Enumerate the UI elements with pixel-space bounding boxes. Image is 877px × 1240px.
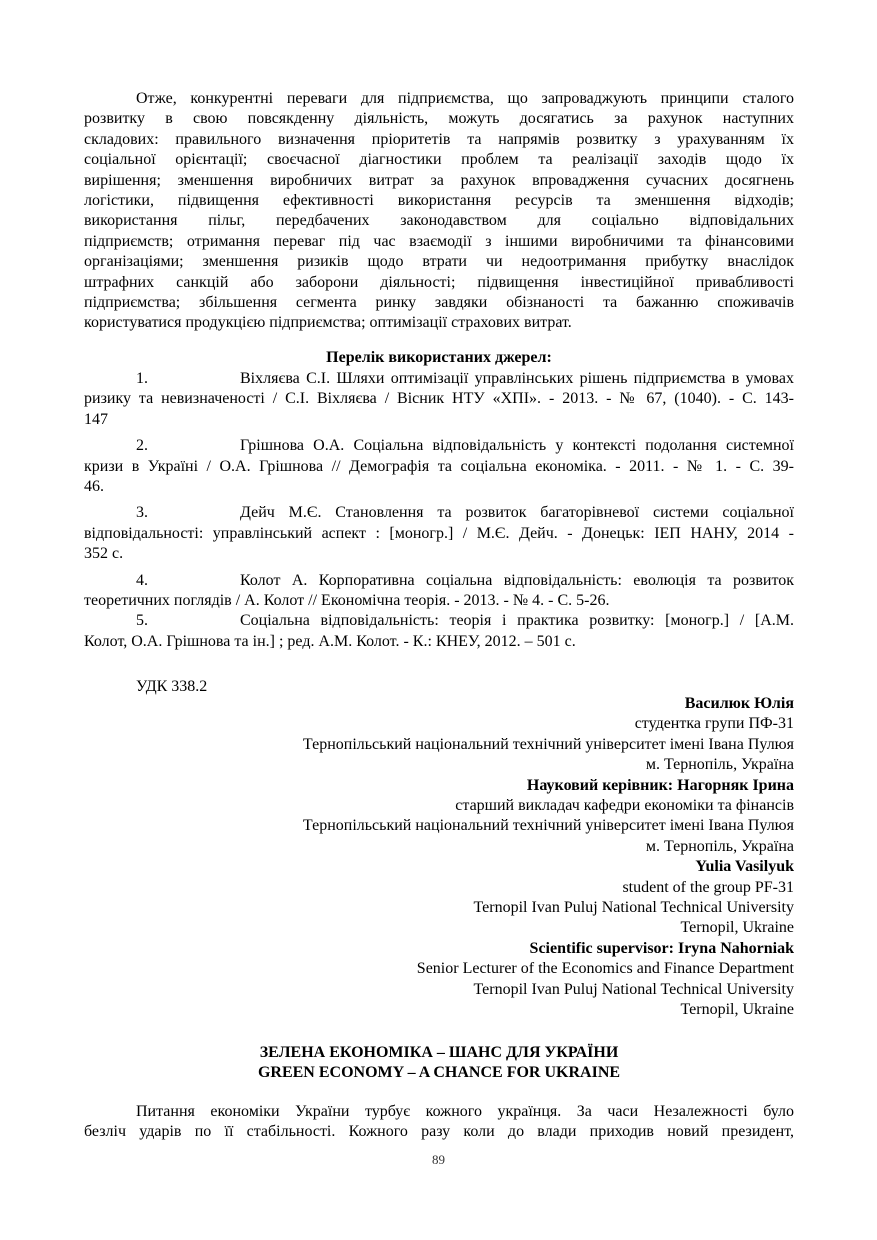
text-line: Грішнова О.А. Соціальна відповідальність у контексті подолання системної [240,437,794,455]
author-name: Василюк Юлія [684,695,794,712]
author-city-en: Ternopil, Ukraine [680,919,794,937]
text-line: відповідальності: управлінський аспект : [моногр.] / М.Є. Дейч. - Донецьк: ІЕП НАНУ, 2014 - [84,524,794,542]
text-line: використання пільг, передбачених законодавством для соціально відповідальних [84,212,794,230]
supervisor-position: старший викладач кафедри економіки та фінансів [455,797,794,815]
author-position: студентка групи ПФ-31 [634,715,794,733]
supervisor-city-en: Ternopil, Ukraine [680,1001,794,1019]
supervisor-name: Науковий керівник: Нагорняк Ірина [526,776,794,794]
udk-code: УДК 338.2 [136,678,208,695]
author-university: Тернопільський національний технічний університет імені Івана Пулюя [302,735,794,753]
reference-number: 1. [136,370,148,387]
reference-item [84,611,794,652]
article-title-ua: ЗЕЛЕНА ЕКОНОМІКА – ШАНС ДЛЯ УКРАЇНИ [259,1044,619,1061]
supervisor-university: Тернопільський національний технічний університет імені Івана Пулюя [302,817,794,835]
text-line: Дейч М.Є. Становлення та розвиток багаторівневої системи соціальної [240,504,794,522]
text-line: соціальної орієнтації; своєчасної діагностики проблем та реалізації заходів щодо їх [84,151,794,169]
text-line: 46. [84,478,104,496]
reference-number: 3. [136,504,148,522]
reference-number: 2. [136,437,148,455]
text-line: Колот, О.А. Грішнова та ін.] ; ред. А.М. Колот. - К.: КНЕУ, 2012. – 501 с. [84,632,576,650]
text-line: складових: правильного визначення пріоритетів та напрямів розвитку з урахуванням їх [84,130,794,148]
article-title [84,1043,794,1084]
text-line: користуватися продукцією підприємства; оптимізації страхових витрат. [84,314,572,332]
text-line: вирішення; зменшення виробничих витрат за рахунок впровадження сучасних досягнень [84,171,794,189]
reference-number: 4. [136,571,148,589]
text-line: логістики, підвищення ефективності використання ресурсів та зменшення відходів; [84,192,794,210]
page-number: 89 [432,1152,445,1167]
text-line: організаціями; зменшення ризиків щодо втрати чи недоотримання прибутку внаслідок [84,253,794,271]
text-line: Отже, конкурентні переваги для підприємства, що запроваджують принципи сталого [136,90,794,107]
text-line: Соціальна відповідальність: теорія і практика розвитку: [моногр.] / [А.М. [240,612,794,630]
text-line: 352 с. [84,545,124,563]
text-line: розвитку в свою повсякденну діяльність, можуть досягатись за рахунок наступних [84,110,794,128]
author-city: м. Тернопіль, Україна [645,756,794,774]
supervisor-city: м. Тернопіль, Україна [645,837,794,855]
text-line: штрафних санкцій або заборони діяльності; підвищення інвестиційної привабливості [84,273,794,291]
text-line: Питання економіки України турбує кожного українця. За часи Незалежності було [136,1103,794,1120]
supervisor-university-en: Ternopil Ivan Puluj National Technical University [473,980,794,998]
author-position-en: student of the group PF-31 [622,878,794,896]
text-line: підприємств; отримання переваг під час взаємодії з іншими виробничими та фінансовими [84,232,794,250]
text-line: Віхляєва С.І. Шляхи оптимізації управлінських рішень підприємства в умовах [240,370,794,387]
reference-item [84,503,794,564]
author-name-en: Yulia Vasilyuk [695,858,794,876]
text-line: підприємства; збільшення сегмента ринку завдяки обізнаності та бажанню споживачів [84,294,794,312]
text-line: теоретичних поглядів / А. Колот // Економічна теорія. - 2013. - № 4. - С. 5-26. [84,592,610,610]
text-line: безліч ударів по її стабільності. Кожного разу коли до влади приходив новий президент, [84,1123,794,1141]
reference-number: 5. [136,612,148,630]
reference-item [84,571,794,612]
supervisor-name-en: Scientific supervisor: Iryna Nahorniak [529,939,794,957]
text-line: 147 [84,410,108,428]
reference-item [84,436,794,497]
article-title-en: GREEN ECONOMY – A CHANCE FOR UKRAINE [257,1064,621,1082]
references-title: Перелік використаних джерел: [326,349,552,366]
article-body [84,1102,794,1143]
references-list [84,369,794,652]
intro-paragraph [84,89,794,334]
authors-block [84,694,794,1021]
text-line: Колот А. Корпоративна соціальна відповідальність: еволюція та розвиток [240,571,794,589]
text-line: ризику та невизначеності / С.І. Віхляєва / Вісник НТУ «ХПІ». - 2013. - № 67, (1040). - С. 143- [84,390,794,408]
supervisor-position-en: Senior Lecturer of the Economics and Finance Department [416,960,794,978]
author-university-en: Ternopil Ivan Puluj National Technical University [473,899,794,917]
reference-item [84,369,794,430]
text-line: кризи в Україні / О.А. Грішнова // Демографія та соціальна економіка. - 2011. - № 1. - С. 39- [84,457,794,475]
